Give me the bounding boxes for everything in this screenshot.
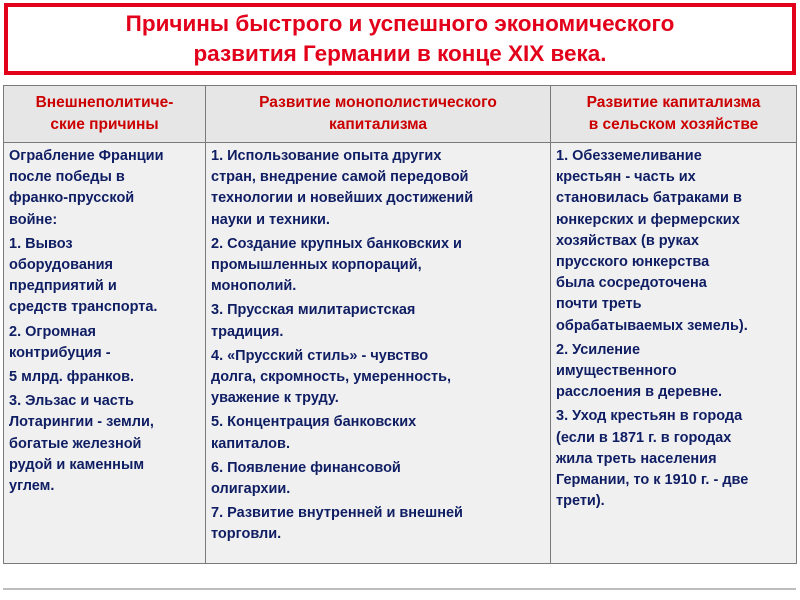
column-header-label: Развитие монополистического капитализма <box>259 94 497 133</box>
list-item: 5 млрд. франков. <box>9 369 135 386</box>
column-header-agriculture-capitalism <box>551 86 797 143</box>
cell-monopoly-capitalism <box>206 143 551 564</box>
list-item: 6. Появление финансовой олигархии. <box>211 459 401 498</box>
table-row <box>4 143 797 564</box>
column-header-label: Развитие капитализма в сельском хозяйстве <box>586 94 761 133</box>
bottom-divider <box>3 588 796 590</box>
page-title: Причины быстрого и успешного экономического развития Германии в конце XIX века. <box>125 11 675 66</box>
column-header-label: Внешнеполитиче- ские причины <box>35 94 174 133</box>
list-item: 4. «Прусский стиль» - чувство долга, скромность, умеренность, уважение к труду. <box>211 347 452 407</box>
column-header-monopoly-capitalism <box>206 86 551 143</box>
list-item: 3. Уход крестьян в города (если в 1871 г. в городах жила треть населения Германии, то к 1910 г. - две трети). <box>556 408 749 510</box>
list-item: 5. Концентрация банковских капиталов. <box>211 414 417 452</box>
list-item: 7. Развитие внутренней и внешней торговли. <box>211 505 463 543</box>
list-item: 1. Вывоз оборудования предприятий и средств транспорта. <box>9 235 158 316</box>
list-item: 1. Обезземеливание крестьян - часть их становилась батраками в юнкерских и фермерских хозяйствах (в руках прусского юнкерства была сосредоточена почти треть обрабатываемых земель). <box>556 148 748 334</box>
list-item: 2. Усиление имущественного расслоения в деревне. <box>556 341 723 401</box>
list-item: 2. Создание крупных банковских и промышленных корпораций, монополий. <box>211 235 462 295</box>
cell-agriculture-capitalism <box>551 143 797 564</box>
list-item: 1. Использование опыта других стран, внедрение самой передовой технологии и новейших достижений науки и техники. <box>211 148 474 228</box>
cell-foreign-policy <box>4 143 206 564</box>
causes-table <box>3 85 797 564</box>
list-item: 2. Огромная контрибуция - <box>9 323 111 361</box>
list-item: 3. Эльзас и часть Лотарингии - земли, богатые железной рудой и каменным углем. <box>9 393 154 495</box>
column-header-foreign-policy <box>4 86 206 143</box>
list-item: 3. Прусская милитаристская традиция. <box>211 302 416 340</box>
title-box <box>4 3 796 75</box>
list-item: Ограбление Франции после победы в франко-прусской войне: <box>9 148 164 228</box>
table-header-row <box>4 86 797 143</box>
